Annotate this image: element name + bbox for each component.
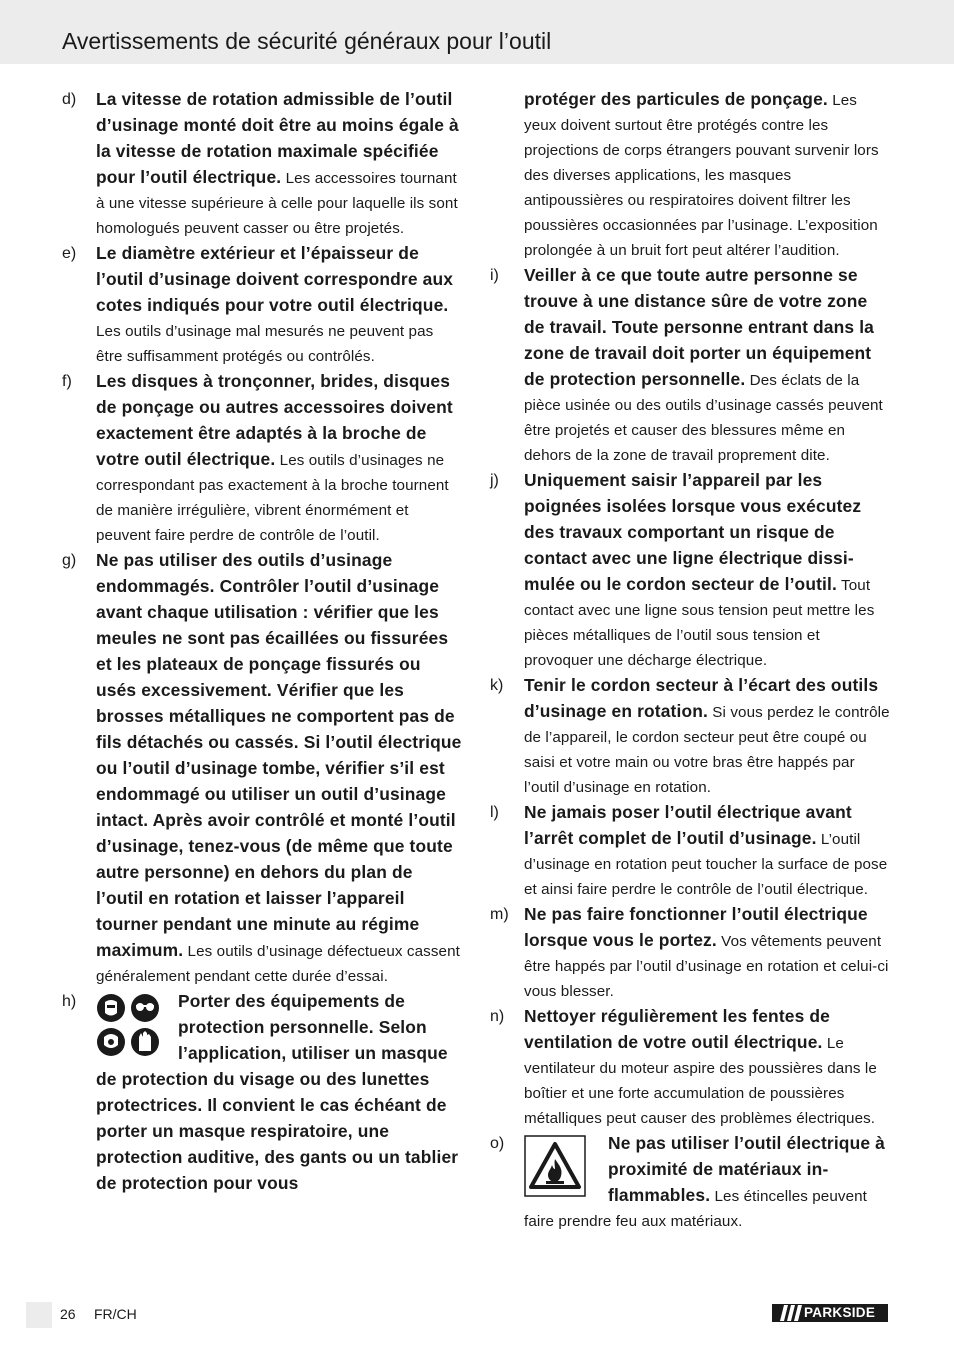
item-bold-text: Ne pas utiliser des outils d’usinage endommagés. Contrôler l’outil d’usinage avant chaque utilisation : vérifier que les meules ne sont pas écaillées ou fissurées et les plateaux de ponçage fissurés ou usés excessivement. Vérifier que les brosses métalliques ne comportent pas de fils détachés ou cassés. Si l’outil électrique ou l’outil d’usinage tombe, vérifier s’il est endommagé ou utiliser un outil d’usinage intact. Après avoir contrôlé et monté l’outil d’usinage, tenez-vous (de même que toute autre personne) en dehors du plan de l’outil en rotation et laisser l’appareil tourner pendant une minute au régime maximum. xyxy=(96,550,462,960)
footer-page-box xyxy=(26,1302,52,1328)
item-text xyxy=(524,87,890,263)
item-text xyxy=(524,468,890,673)
brand-name: PARKSIDE xyxy=(804,1305,876,1320)
page-title: Avertissements de sécurité généraux pour l’outil xyxy=(62,28,552,54)
item-i xyxy=(490,263,890,468)
item-text xyxy=(524,902,890,1004)
item-bold-text: Ne pas faire fonctionner l’outil électrique lorsque vous le portez. xyxy=(524,904,868,950)
item-normal-text: Le ventilateur du moteur aspire des poussières dans le boîtier et une forte accumulation de poussières métalliques peut causer des problèmes électriques. xyxy=(524,1035,877,1127)
item-letter: i) xyxy=(490,267,499,284)
item-g xyxy=(62,548,464,989)
item-normal-text: Les outils d’usinage mal mesurés ne peuvent pas être suffisamment protégés ou contrôlés. xyxy=(96,323,434,365)
item-text xyxy=(96,548,464,989)
item-j xyxy=(490,468,890,673)
item-letter: e) xyxy=(62,245,77,262)
item-k xyxy=(490,673,890,800)
item-bold-text: Nettoyer régulièrement les fentes de ventilation de votre outil électrique. xyxy=(524,1006,830,1052)
item-normal-text: Les outils d’usinages ne correspondant pas exactement à la broche tournent de manière irrégulière, vibrent énormément et peuvent faire perdre de contrôle de l’outil. xyxy=(96,452,449,544)
item-letter: m) xyxy=(490,906,509,923)
item-bold-text: Porter des équipements de protection personnelle. Selon l’application, utiliser un masque de protection du visage ou des lunettes protectrices. Il convient le cas échéant de porter un masque respiratoire, une protection auditive, des gants ou un tablier de protection pour vous xyxy=(96,991,459,1193)
item-normal-text: Les étincelles peuvent faire prendre feu aux matériaux. xyxy=(524,1188,867,1230)
item-text xyxy=(524,800,890,902)
page-header xyxy=(0,0,954,64)
item-normal-text: Les yeux doivent surtout être protégés contre les projections de corps étrangers pouvant survenir lors des diverses applications, les masques antipoussières ou respiratoires doivent filtrer les poussières occasionnées par l’usinage. L’exposition prolongée à un bruit fort peut altérer l’audition. xyxy=(524,92,879,259)
item-bold-text: Uniquement saisir l’appareil par les poignées isolées lorsque vous exécutez des travaux comportant un risque de contact avec une ligne électrique dissimulée ou le cordon secteur de l’outil. xyxy=(524,470,862,594)
brand-logo xyxy=(772,1304,888,1322)
item-bold-text: Veiller à ce que toute autre personne se trouve à une distance sûre de votre zone de travail. Toute personne entrant dans la zone de travail doit porter un équipement de protection personnelle. xyxy=(524,265,875,389)
item-letter: j) xyxy=(490,472,499,489)
item-text xyxy=(524,263,890,468)
item-normal-text: Si vous perdez le contrôle de l’appareil, le cordon secteur peut être coupé ou saisi et votre main ou votre bras être happés par l’outil d’usinage en rotation. xyxy=(524,704,890,796)
item-bold-text: Le diamètre extérieur et l’épaisseur de l’outil d’usinage doivent correspondre aux cotes indiqués pour votre outil électrique. xyxy=(96,243,454,315)
item-e xyxy=(62,241,464,369)
page-number: 26 xyxy=(60,1306,76,1322)
item-text xyxy=(96,369,464,548)
item-normal-text: L’outil d’usinage en rotation peut toucher la surface de pose et ainsi faire perdre le contrôle de l’outil électrique. xyxy=(524,831,888,898)
item-letter: o) xyxy=(490,1135,505,1152)
item-bold-text: Tenir le cordon secteur à l’écart des outils d’usinage en rotation. xyxy=(524,675,879,721)
item-letter: k) xyxy=(490,677,504,694)
item-letter: n) xyxy=(490,1008,505,1025)
item-o xyxy=(490,1131,890,1234)
brand-stripes-icon xyxy=(776,1304,802,1322)
item-m xyxy=(490,902,890,1004)
right-column xyxy=(490,87,890,1234)
left-column xyxy=(62,87,464,1197)
item-bold-text: protéger des particules de ponçage. xyxy=(524,89,828,109)
item-normal-text: Les accessoires tournant à une vitesse supérieure à celle pour laquelle ils sont homologués peuvent casser ou être projetés. xyxy=(96,170,458,237)
item-letter: h) xyxy=(62,993,77,1010)
item-letter: d) xyxy=(62,91,77,108)
item-letter: f) xyxy=(62,373,72,390)
item-n xyxy=(490,1004,890,1131)
item-normal-text: Vos vêtements peuvent être happés par l’outil d’usinage en rotation et celui-ci vous blesser. xyxy=(524,933,889,1000)
item-h-continued xyxy=(490,87,890,263)
item-bold-text: Les disques à tronçonner, brides, disques de ponçage ou autres accessoires doivent exactement être adaptés à la broche de votre outil électrique. xyxy=(96,371,453,469)
flammable-warning-icon xyxy=(524,1135,586,1197)
item-normal-text: Les outils d’usinage défectueux cassent généralement pendant cette durée d’essai. xyxy=(96,943,460,985)
item-f xyxy=(62,369,464,548)
item-normal-text: Tout contact avec une ligne sous tension peut mettre les pièces métalliques de l’outil sous tension et provoquer une décharge électrique. xyxy=(524,577,875,669)
language-code: FR/CH xyxy=(94,1306,137,1322)
item-text xyxy=(96,87,464,241)
item-text xyxy=(524,673,890,800)
item-d xyxy=(62,87,464,241)
item-normal-text: Des éclats de la pièce usinée ou des outils d’usinage cassés peuvent être projetés et causer des blessures même en dehors de la zone de travail proprement dite. xyxy=(524,372,883,464)
item-bold-text: Ne jamais poser l’outil électrique avant l’arrêt complet de l’outil d’usinage. xyxy=(524,802,852,848)
protective-equipment-icon xyxy=(96,993,160,1057)
item-letter: l) xyxy=(490,804,499,821)
item-h xyxy=(62,989,464,1197)
item-bold-text: Ne pas utiliser l’outil électrique à proximité de matériaux inflammables. xyxy=(608,1133,885,1205)
item-l xyxy=(490,800,890,902)
item-letter: g) xyxy=(62,552,77,569)
item-text xyxy=(524,1004,890,1131)
item-text xyxy=(96,241,464,369)
item-bold-text: La vitesse de rotation admissible de l’outil d’usinage monté doit être au moins égale à la vitesse de rotation maximale spécifiée pour l’outil électrique. xyxy=(96,89,459,187)
